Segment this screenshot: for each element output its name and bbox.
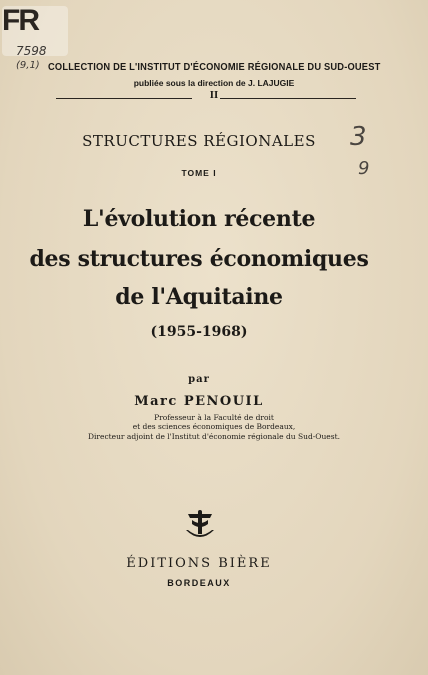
tome-label: TOME I: [181, 168, 217, 178]
author-credential-3: Directeur adjoint de l'Institut d'économie régionale du Sud-Ouest.: [88, 432, 340, 441]
handwritten-digit-bottom: 9: [358, 158, 370, 179]
publisher-name: ÉDITIONS BIÈRE: [126, 556, 272, 571]
collection-name: COLLECTION DE L'INSTITUT D'ÉCONOMIE RÉGIONALE DU SUD-OUEST: [48, 62, 381, 73]
author-credential-1: Professeur à la Faculté de droit: [154, 413, 274, 422]
by-label: par: [188, 374, 210, 385]
publisher-city: BORDEAUX: [167, 578, 231, 588]
collection-direction: publiée sous la direction de J. LAJUGIE: [133, 78, 295, 88]
handwritten-digit-top: 3: [350, 122, 367, 152]
title-line-2: des structures économiques: [29, 246, 369, 272]
title-dates: (1955-1968): [150, 324, 248, 340]
stamp-text: FR: [2, 4, 38, 37]
ship-anchor-logo-icon: [182, 508, 218, 544]
volume-mark: (9,1): [16, 60, 40, 71]
series-name: STRUCTURES RÉGIONALES: [82, 132, 316, 150]
author-credential-2: et des sciences économiques de Bordeaux,: [132, 422, 296, 431]
title-line-1: L'évolution récente: [82, 206, 316, 232]
author-name: Marc PENOUIL: [134, 394, 264, 409]
shelfmark: 7598: [16, 44, 47, 58]
collection-number: II: [209, 91, 219, 101]
title-line-3: de l'Aquitaine: [115, 284, 283, 310]
